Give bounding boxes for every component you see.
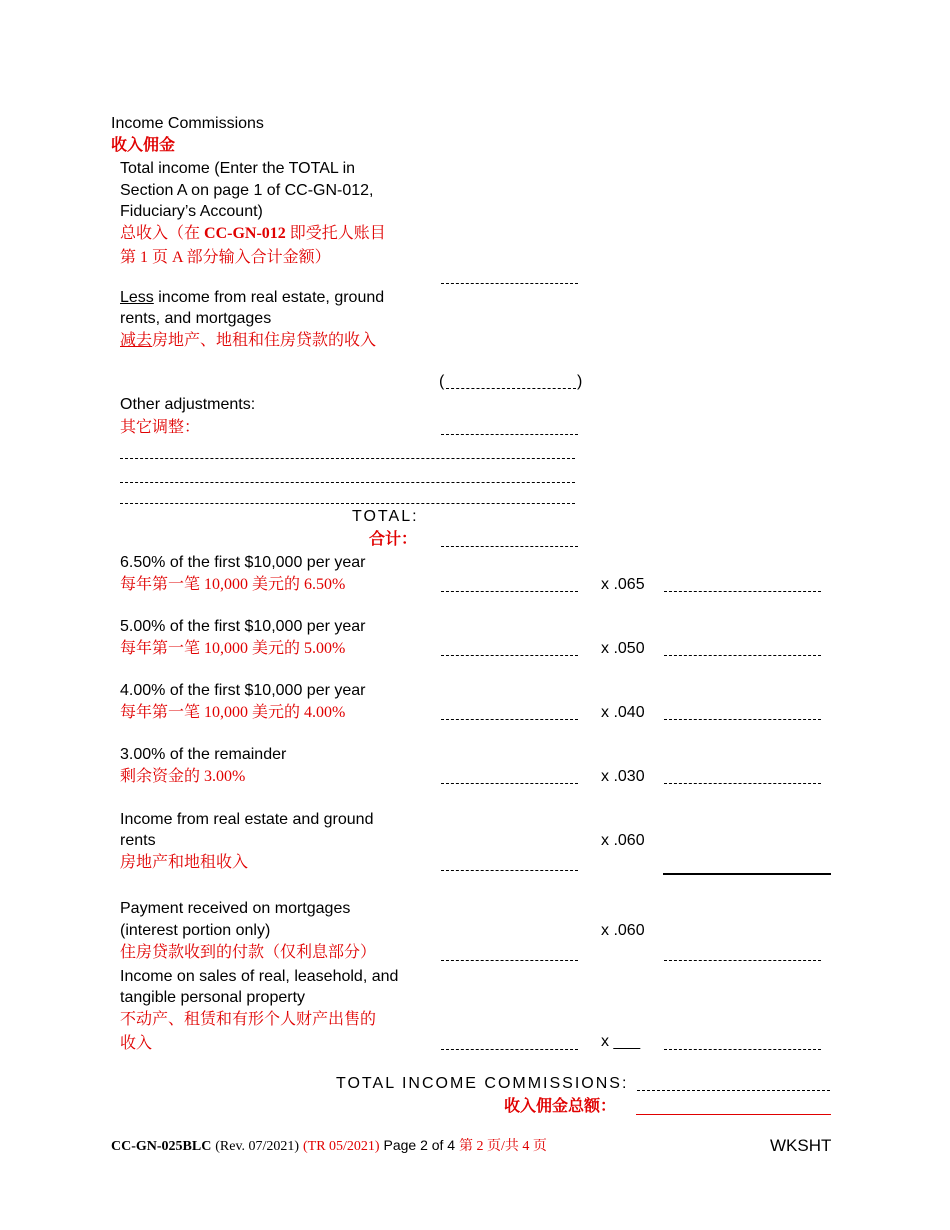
sales-base-field[interactable]: [441, 1049, 578, 1050]
sales-result-field[interactable]: [664, 1049, 821, 1050]
rate-multiplier: x .030: [601, 768, 645, 785]
real-estate-result-field[interactable]: [663, 873, 831, 875]
rate-label: 3.00% of the remainder: [120, 746, 287, 763]
rate-result-field[interactable]: [664, 591, 821, 592]
rate-label: 4.00% of the first $10,000 per year: [120, 682, 366, 699]
other-adjustments-label: Other adjustments:: [120, 396, 256, 413]
rate-label-cn: 每年第一笔 10,000 美元的 6.50%: [120, 576, 346, 593]
rate-base-field[interactable]: [441, 719, 578, 720]
less-income-line2: rents, and mortgages: [120, 310, 272, 327]
rate-result-field[interactable]: [664, 655, 821, 656]
total-label-cn: 合计：: [369, 531, 418, 548]
less-income-field[interactable]: [446, 388, 576, 389]
rate-base-field[interactable]: [441, 591, 578, 592]
rate-base-field[interactable]: [441, 655, 578, 656]
mortgage-line2: (interest portion only): [120, 922, 271, 939]
other-adjustments-field[interactable]: [441, 434, 578, 435]
rate-label-cn: 剩余资金的 3.00%: [120, 768, 246, 785]
total-label: TOTAL:: [352, 508, 419, 525]
sales-cn-line1: 不动产、租赁和有形个人财产出售的: [120, 1011, 377, 1028]
grand-total-label: TOTAL INCOME COMMISSIONS:: [336, 1075, 629, 1092]
less-income-cn: 减去房地产、地租和住房贷款的收入: [120, 332, 377, 349]
mortgage-result-field[interactable]: [664, 960, 821, 961]
real-estate-multiplier: x .060: [601, 832, 645, 849]
total-field[interactable]: [441, 546, 578, 547]
footer-code: WKSHT: [770, 1136, 832, 1155]
grand-total-field-cn[interactable]: [636, 1114, 831, 1115]
rate-label: 5.00% of the first $10,000 per year: [120, 618, 366, 635]
sales-line1: Income on sales of real, leasehold, and: [120, 968, 399, 985]
other-adjustments-label-cn: 其它调整：: [120, 419, 201, 436]
mortgage-base-field[interactable]: [441, 960, 578, 961]
total-income-line3: Fiduciary’s Account): [120, 203, 263, 220]
rate-label-cn: 每年第一笔 10,000 美元的 4.00%: [120, 704, 346, 721]
grand-total-field[interactable]: [637, 1090, 830, 1091]
less-income-paren-open: (: [439, 373, 445, 390]
real-estate-base-field[interactable]: [441, 870, 578, 871]
grand-total-label-cn: 收入佣金总额：: [504, 1098, 617, 1115]
less-income-paren-close: ): [577, 373, 583, 390]
rate-multiplier: x .050: [601, 640, 645, 657]
rate-result-field[interactable]: [664, 783, 821, 784]
mortgage-cn: 住房贷款收到的付款（仅利息部分）: [120, 944, 377, 961]
mortgage-multiplier: x .060: [601, 922, 645, 939]
total-income-cn-line1: 总收入（在 CC-GN-012 即受托人账目: [120, 225, 386, 242]
total-income-cn-line2: 第 1 页 A 部分输入合计金额）: [120, 249, 331, 266]
rate-result-field[interactable]: [664, 719, 821, 720]
sales-cn-line2: 收入: [120, 1035, 153, 1052]
other-adjustments-line-1[interactable]: [120, 458, 575, 459]
total-income-field[interactable]: [441, 283, 578, 284]
real-estate-cn: 房地产和地租收入: [120, 854, 249, 871]
other-adjustments-line-2[interactable]: [120, 482, 575, 483]
total-income-line2: Section A on page 1 of CC-GN-012,: [120, 182, 374, 199]
less-income-line1: Less income from real estate, ground: [120, 289, 385, 306]
sales-line2: tangible personal property: [120, 989, 306, 1006]
rate-multiplier: x .040: [601, 704, 645, 721]
real-estate-line2: rents: [120, 832, 156, 849]
rate-base-field[interactable]: [441, 783, 578, 784]
rate-label: 6.50% of the first $10,000 per year: [120, 554, 366, 571]
footer-form-info: CC-GN-025BLC (Rev. 07/2021) (TR 05/2021) Page 2 of 4 第 2 页/共 4 页: [111, 1137, 547, 1154]
rate-multiplier: x .065: [601, 576, 645, 593]
section-title: Income Commissions: [111, 115, 264, 132]
other-adjustments-line-3[interactable]: [120, 503, 575, 504]
total-income-line1: Total income (Enter the TOTAL in: [120, 160, 356, 177]
real-estate-line1: Income from real estate and ground: [120, 811, 374, 828]
rate-label-cn: 每年第一笔 10,000 美元的 5.00%: [120, 640, 346, 657]
sales-multiplier: x ___: [601, 1033, 641, 1050]
section-title-cn: 收入佣金: [111, 137, 176, 154]
mortgage-line1: Payment received on mortgages: [120, 900, 351, 917]
